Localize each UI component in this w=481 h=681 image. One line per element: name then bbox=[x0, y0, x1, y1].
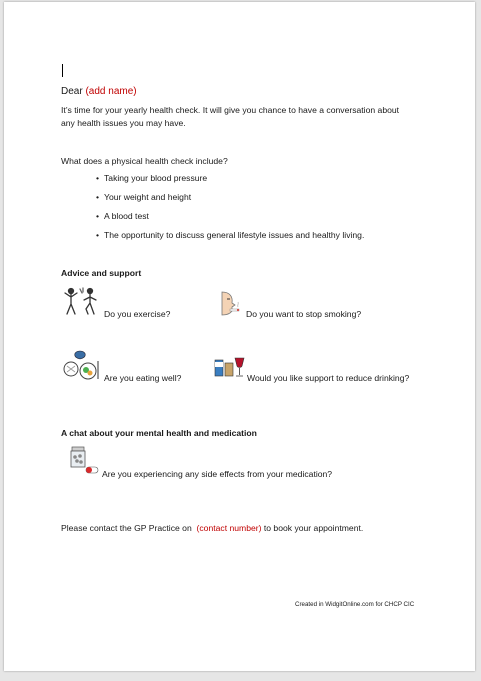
advice-heading: Advice and support bbox=[61, 268, 142, 278]
bullet-icon: • bbox=[96, 192, 100, 202]
bullet-icon: • bbox=[96, 211, 100, 221]
widgit-credit: Created in WidgitOnline.com for CHCP CIC bbox=[295, 601, 415, 608]
contact-before: Please contact the GP Practice on bbox=[61, 523, 192, 533]
exercise-figures-icon bbox=[63, 287, 99, 317]
healthy-food-icon bbox=[62, 349, 102, 381]
contact-number-placeholder[interactable]: (contact number) bbox=[196, 523, 262, 533]
exercise-question: Do you exercise? bbox=[104, 309, 171, 319]
smoking-face-icon bbox=[214, 290, 242, 318]
intro-paragraph bbox=[61, 104, 399, 130]
smoking-question: Do you want to stop smoking? bbox=[246, 309, 362, 319]
list-item: • The opportunity to discuss general lifestyle issues and healthy living. bbox=[96, 226, 364, 245]
alcohol-drinks-icon bbox=[213, 352, 247, 380]
side-effects-question: Are you experiencing any side effects from your medication? bbox=[102, 469, 333, 479]
medication-pills-icon bbox=[66, 445, 102, 477]
intro-line-2: any health issues you may have. bbox=[61, 118, 186, 128]
greeting-dear: Dear bbox=[61, 86, 83, 97]
bullet-icon: • bbox=[96, 230, 100, 240]
list-item: • A blood test bbox=[96, 207, 364, 226]
health-check-list bbox=[96, 169, 364, 245]
mental-health-heading: A chat about your mental health and medication bbox=[61, 428, 257, 438]
contact-line bbox=[61, 522, 363, 535]
eating-question: Are you eating well? bbox=[104, 373, 182, 383]
greeting-line[interactable] bbox=[61, 86, 137, 97]
list-item: • Taking your blood pressure bbox=[96, 169, 364, 188]
name-placeholder[interactable]: (add name) bbox=[85, 86, 137, 97]
document-page bbox=[4, 2, 475, 671]
text-cursor bbox=[62, 64, 63, 77]
bullet-icon: • bbox=[96, 173, 100, 183]
list-item: • Your weight and height bbox=[96, 188, 364, 207]
intro-line-1: It’s time for your yearly health check. It will give you chance to have a conversation about bbox=[61, 105, 400, 115]
contact-after: to book your appointment. bbox=[263, 523, 364, 533]
health-check-question: What does a physical health check include? bbox=[61, 156, 228, 166]
drinking-question: Would you like support to reduce drinking? bbox=[247, 373, 410, 383]
